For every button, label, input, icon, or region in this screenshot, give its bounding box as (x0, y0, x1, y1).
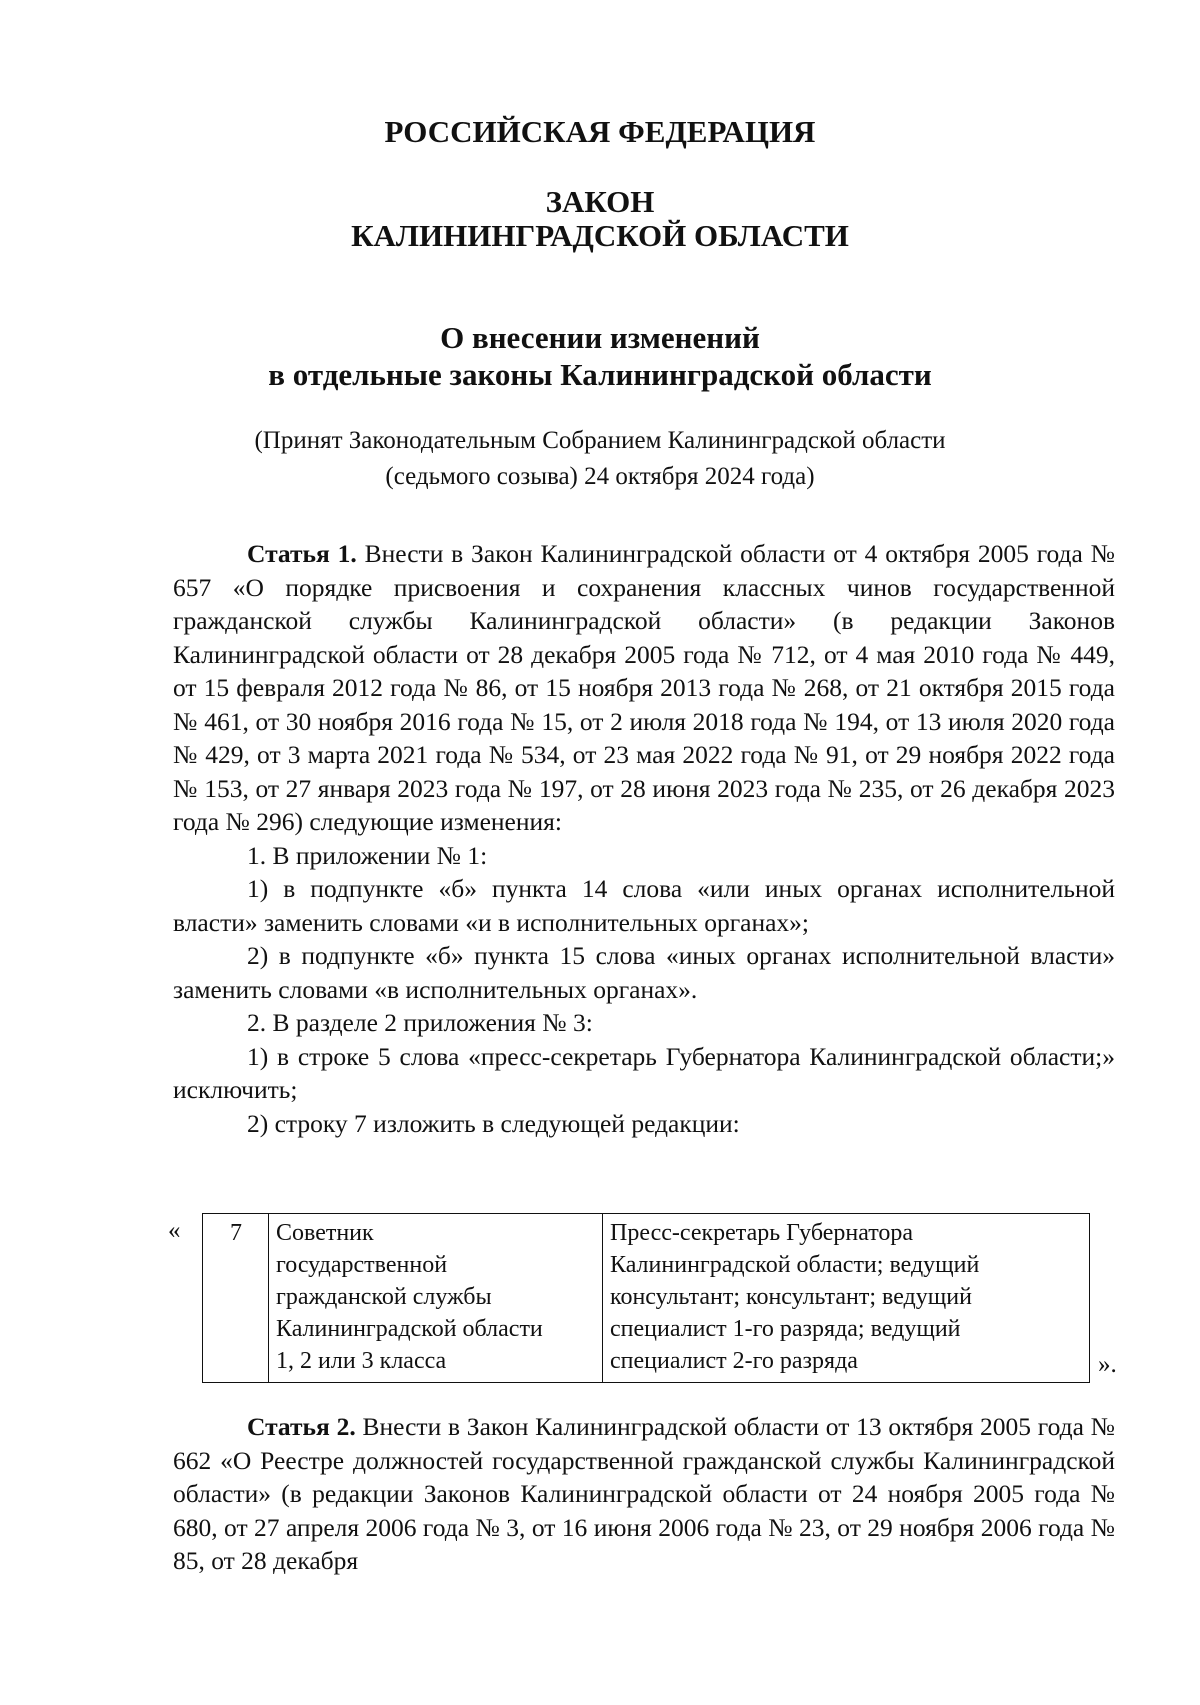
article-2-intro-text: Внести в Закон Калининградской области от 13 октября 2005 года № 662 «О Реестре должностей государственной гражданской службы Калининградской области» (в редакции Законов Калининградской области от 24 ноября 2005 года № 680, от 27 апреля 2006 года № 3, от 16 июня 2006 года № 23, от 29 ноября 2006 года № 85, от 28 декабря (173, 1412, 1115, 1575)
article-1-intro (173, 537, 1115, 839)
article-1-intro-text: Внести в Закон Калининградской области от 4 октября 2005 года № 657 «О порядке присвоения и сохранения классных чинов государственной гражданской службы Калининградской области» (в редакции Законов Калининградской области от 28 декабря 2005 года № 712, от 4 мая 2010 года № 449, от 15 февраля 2012 года № 86, от 15 ноября 2013 года № 268, от 21 октября 2015 года № 461, от 30 ноября 2016 года № 15, от 2 июля 2018 года № 194, от 13 июля 2020 года № 429, от 3 марта 2021 года № 534, от 23 мая 2022 года № 91, от 29 ноября 2022 года № 153, от 27 января 2023 года № 197, от 28 июня 2023 года № 235, от 26 декабря 2023 года № 296) следующие изменения: (173, 539, 1115, 836)
article-1-point-1: 1. В приложении № 1: (247, 840, 488, 870)
article-2-label: Статья 2. (247, 1412, 356, 1441)
article-1-point-2-1: 1) в строке 5 слова «пресс-секретарь Губернатора Калининградской области;» исключить; (173, 1041, 1115, 1104)
table-close-quote: ». (1098, 1351, 1117, 1378)
table-position-line: Калининградской области; ведущий (610, 1252, 980, 1278)
country-heading: РОССИЙСКАЯ ФЕДЕРАЦИЯ (384, 114, 816, 149)
article-2 (173, 1410, 1115, 1578)
law-title-line1: О внесении изменений (440, 320, 760, 355)
amendment-table-wrap (168, 1213, 1168, 1385)
table-cell-number: 7 (203, 1214, 269, 1383)
article-2-intro (173, 1410, 1115, 1578)
table-rank-line: государственной (276, 1252, 448, 1278)
article-1-point-2-2: 2) строку 7 изложить в следующей редакции: (247, 1108, 740, 1138)
table-rank-line: Калининградской области (276, 1316, 543, 1342)
table-open-quote: « (168, 1217, 181, 1244)
table-position-line: Пресс-секретарь Губернатора (610, 1220, 914, 1246)
table-rank-line: 1, 2 или 3 класса (276, 1348, 447, 1374)
amendment-table (202, 1213, 1090, 1383)
table-rank-line: Советник (276, 1220, 374, 1246)
article-1-label: Статья 1. (247, 539, 357, 568)
adoption-note-line2: (седьмого созыва) 24 октября 2024 года) (385, 463, 815, 490)
table-position-line: специалист 1-го разряда; ведущий (610, 1316, 961, 1342)
table-row (203, 1214, 1090, 1383)
law-title-line2: в отдельные законы Калининградской области (268, 357, 932, 392)
article-1-point-1-1: 1) в подпункте «б» пункта 14 слова «или иных органах исполнительной власти» заменить словами «и в исполнительных органах»; (173, 874, 1115, 937)
region-heading: КАЛИНИНГРАДСКОЙ ОБЛАСТИ (351, 218, 849, 253)
table-cell-rank (269, 1214, 603, 1383)
law-heading: ЗАКОН (545, 184, 655, 219)
adoption-note-line1: (Принят Законодательным Собранием Калининградской области (254, 427, 946, 454)
table-position-line: консультант; консультант; ведущий (610, 1284, 972, 1310)
table-cell-positions (603, 1214, 1090, 1383)
article-1-point-2: 2. В разделе 2 приложения № 3: (247, 1008, 593, 1037)
table-rank-line: гражданской службы (276, 1284, 492, 1310)
article-1 (173, 537, 1115, 1140)
article-1-point-1-2: 2) в подпункте «б» пункта 15 слова «иных органах исполнительной власти» заменить словами «в исполнительных органах». (173, 941, 1115, 1004)
table-position-line: специалист 2-го разряда (610, 1348, 858, 1374)
